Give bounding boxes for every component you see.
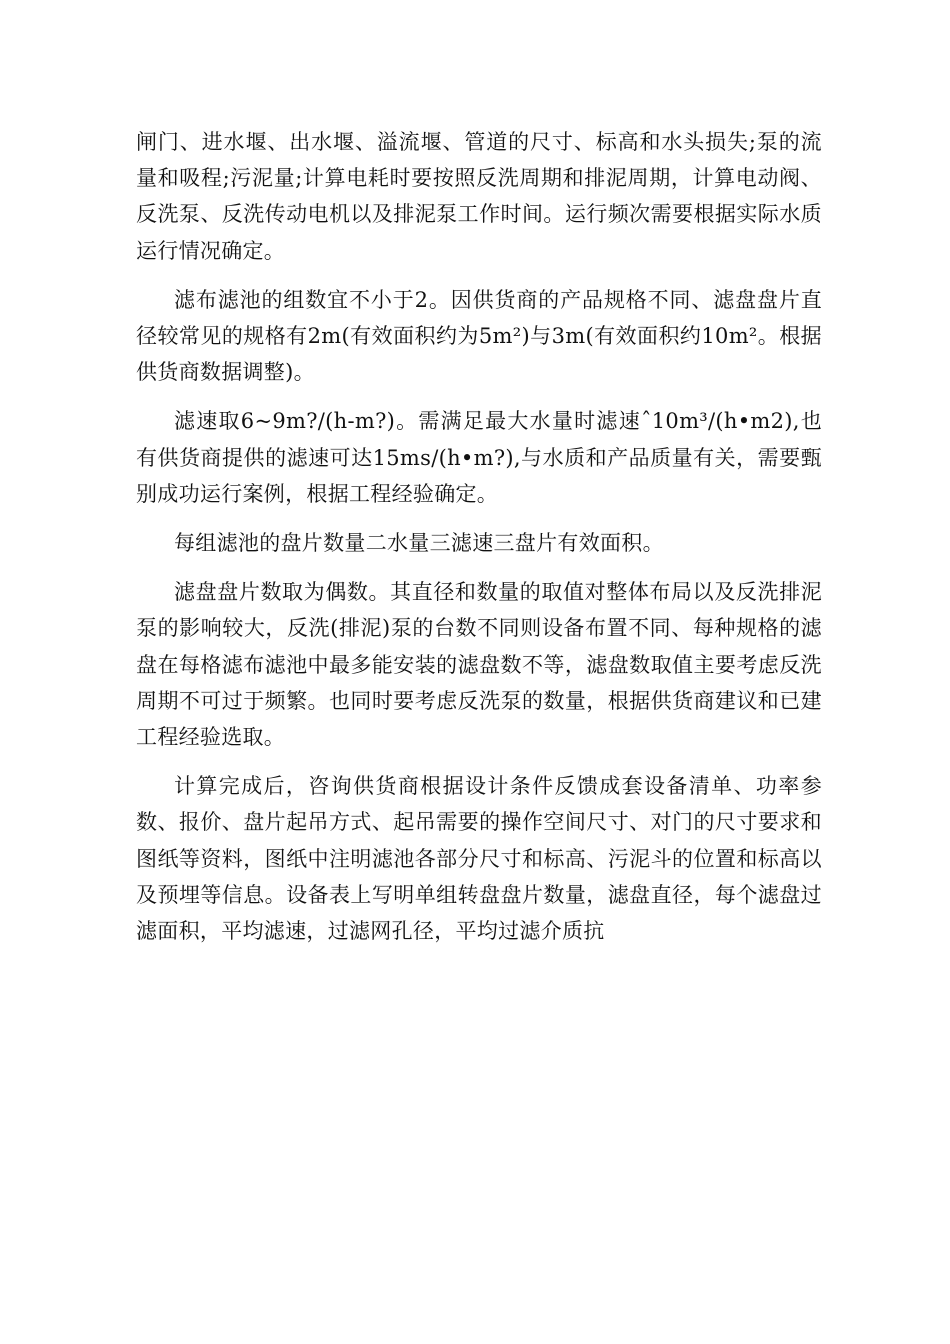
paragraph-filter-groups: 滤布滤池的组数宜不小于2。因供货商的产品规格不同、滤盘盘片直径较常见的规格有2m(有效面积约为5m²)与3m(有效面积约10m²。根据供货商数据调整)。 — [136, 287, 822, 385]
paragraph-disc-selection: 滤盘盘片数取为偶数。其直径和数量的取值对整体布局以及反洗排泥泵的影响较大，反洗(排泥)泵的台数不同则设备布置不同、每种规格的滤盘在每格滤布滤池中最多能安装的滤盘数不等，滤盘数取值主要考虑反洗周期不可过于频繁。也同时要考虑反洗泵的数量，根据供货商建议和已建工程经验选取。 — [136, 580, 822, 750]
paragraph-supplier-consultation: 计算完成后，咨询供货商根据设计条件反馈成套设备清单、功率参数、报价、盘片起吊方式、起吊需要的操作空间尺寸、对门的尺寸要求和图纸等资料，图纸中注明滤池各部分尺寸和标高、污泥斗的位置和标高以及预埋等信息。设备表上写明单组转盘盘片数量，滤盘直径，每个滤盘过滤面积，平均滤速，过滤网孔径，平均过滤介质抗 — [136, 774, 822, 944]
paragraph-filter-velocity: 滤速取6~9m?/(h-m?)。需满足最大水量时滤速ˆ10m³/(h•m2),也有供货商提供的滤速可达15ms/(h•m?),与水质和产品质量有关，需要甄别成功运行案例，根据工程经验确定。 — [136, 409, 822, 506]
document-body — [136, 124, 822, 962]
paragraph-equipment-parameters: 闸门、进水堰、出水堰、溢流堰、管道的尺寸、标高和水头损失;泵的流量和吸程;污泥量;计算电耗时要按照反洗周期和排泥周期，计算电动阀、反洗泵、反洗传动电机以及排泥泵工作时间。运行频次需要根据实际水质运行情况确定。 — [136, 130, 822, 263]
paragraph-disc-count-formula: 每组滤池的盘片数量二水量三滤速三盘片有效面积。 — [174, 531, 664, 556]
